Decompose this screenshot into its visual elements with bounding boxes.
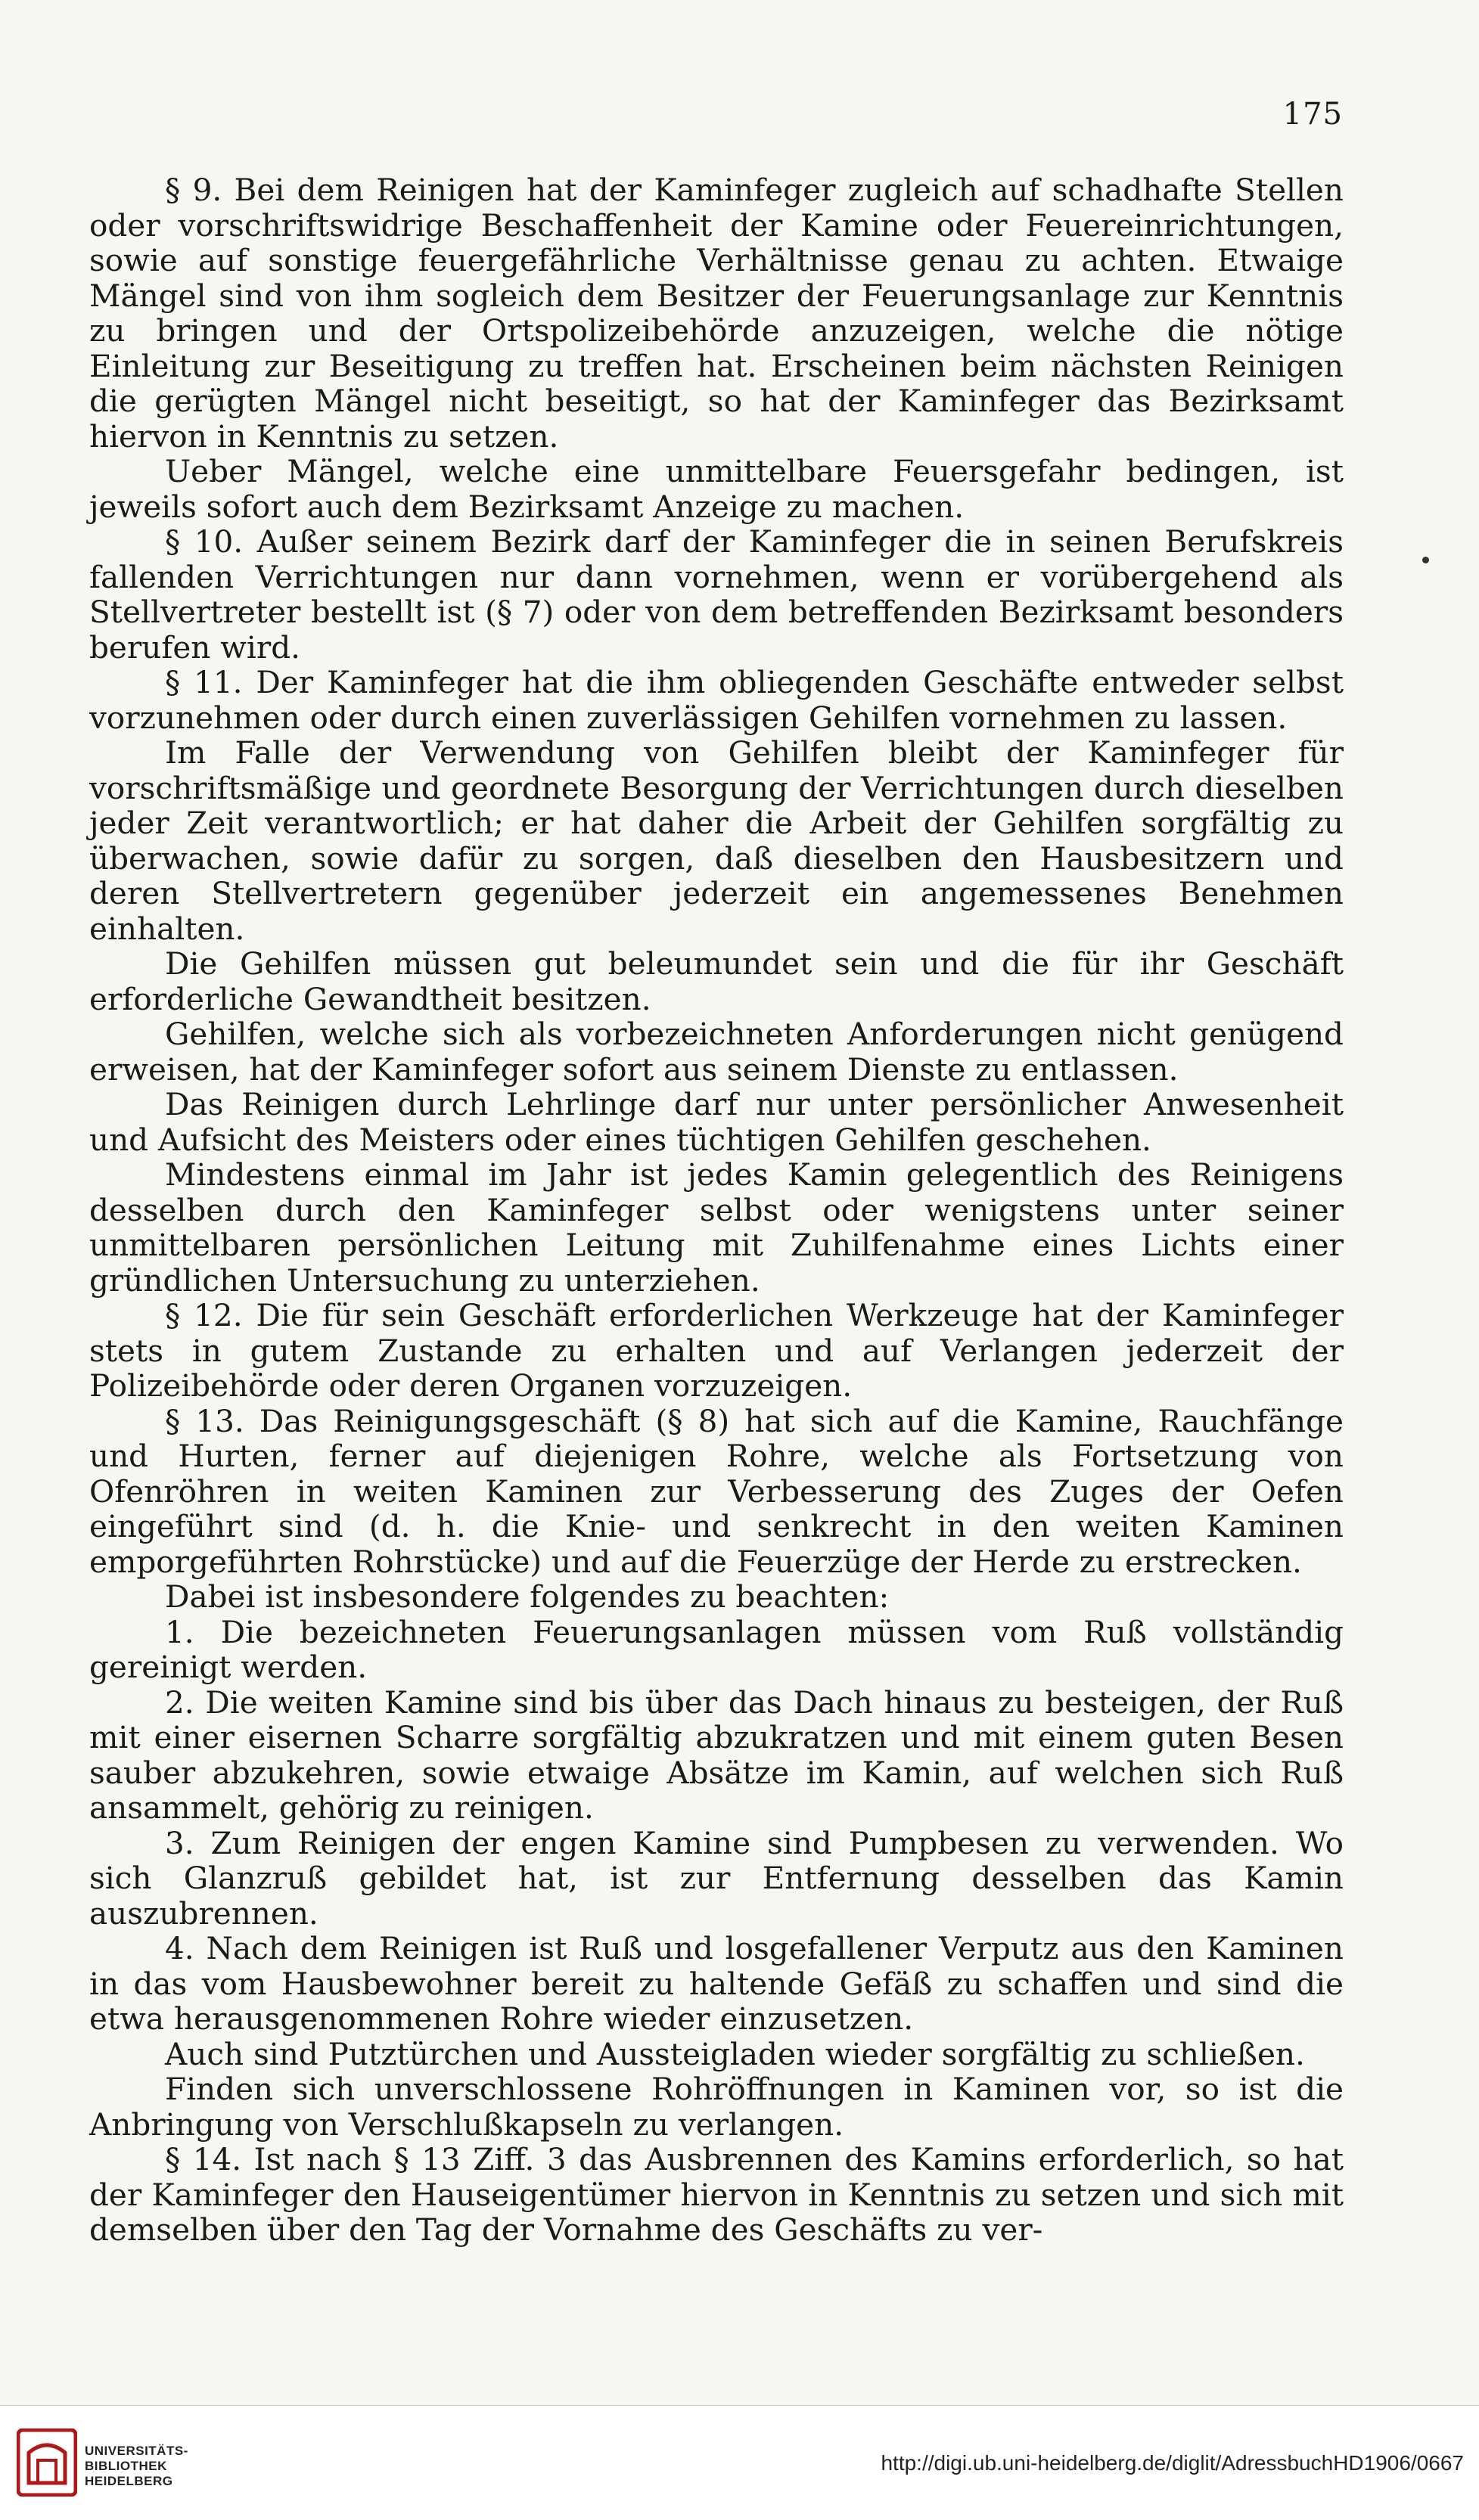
paragraph-13-b: Finden sich unverschlossene Rohröffnungen in Kaminen vor, so ist die Anbringung von Verschlußkapseln zu verlangen. xyxy=(89,2071,1344,2143)
paragraph-11-e: Mindestens einmal im Jahr ist jedes Kamin gelegentlich des Reinigens desselben durch den Kaminfeger selbst oder wenigstens unter seiner unmittelbaren persönlichen Leitung mit Zuhilfenahme eines Lichts einer gründlichen Untersuchung zu unterziehen. xyxy=(89,1156,1344,1299)
paragraph-9-note: Ueber Mängel, welche eine unmittelbare Feuersgefahr bedingen, ist jeweils sofort auch dem Bezirksamt Anzeige zu machen. xyxy=(89,453,1344,525)
paragraph-12: § 12. Die für sein Geschäft erforderlichen Werkzeuge hat der Kaminfeger stets in gutem Zustande zu erhalten und auf Verlangen jederzeit der Polizeibehörde oder deren Organen vorzuzeigen. xyxy=(89,1297,1344,1404)
paragraph-13-item-4: 4. Nach dem Reinigen ist Ruß und losgefallener Verputz aus den Kaminen in das vom Hausbewohner bereit zu haltende Gefäß zu schaffen und sind die etwa herausgenommenen Rohre wieder einzusetzen. xyxy=(89,1930,1344,2037)
paragraph-13-item-3: 3. Zum Reinigen der engen Kamine sind Pumpbesen zu verwenden. Wo sich Glanzruß gebildet hat, ist zur Entfernung desselben das Kamin auszubrennen. xyxy=(89,1824,1344,1932)
paragraph-14: § 14. Ist nach § 13 Ziff. 3 das Ausbrennen des Kamins erforderlich, so hat der Kaminfeger den Hauseigentümer hiervon in Kenntnis zu setzen und sich mit demselben über den Tag der Vornahme des Geschäfts zu ver- xyxy=(89,2141,1344,2248)
paragraph-11-b: Die Gehilfen müssen gut beleumundet sein und die für ihr Geschäft erforderliche Gewandtheit besitzen. xyxy=(89,945,1344,1017)
paragraph-11: § 11. Der Kaminfeger hat die ihm obliegenden Geschäfte entweder selbst vorzunehmen oder durch einen zuverlässigen Gehilfen vornehmen zu lassen. xyxy=(89,664,1344,736)
library-line-2: BIBLIOTHEK xyxy=(85,2459,167,2473)
paragraph-13-item-1: 1. Die bezeichneten Feuerungsanlagen müssen vom Ruß vollständig gereinigt werden. xyxy=(89,1613,1344,1685)
library-name xyxy=(85,2444,188,2489)
paragraph-11-a: Im Falle der Verwendung von Gehilfen bleibt der Kaminfeger für vorschriftsmäßige und geordnete Besorgung der Verrichtungen durch dieselben jeder Zeit verantwortlich; er hat daher die Arbeit der Gehilfen sorgfältig zu überwachen, sowie dafür zu sorgen, daß dieselben den Hausbesitzern und deren Stellvertretern gegenüber jederzeit ein angemessenes Benehmen einhalten. xyxy=(89,734,1344,947)
source-url-link[interactable]: http://digi.ub.uni-heidelberg.de/diglit/AdressbuchHD1906/0667 xyxy=(881,2451,1464,2475)
footer-bar xyxy=(0,2405,1479,2520)
paragraph-13: § 13. Das Reinigungsgeschäft (§ 8) hat sich auf die Kamine, Rauchfänge und Hurten, ferner auf diejenigen Rohre, welche als Fortsetzung von Ofenröhren in weiten Kaminen zur Verbesserung des Zuges der Oefen eingeführt sind (d. h. die Knie- und senkrecht in den weiten Kaminen emporgeführten Rohrstücke) und auf die Feuerzüge der Herde zu erstrecken. xyxy=(89,1402,1344,1580)
paragraph-11-d: Das Reinigen durch Lehrlinge darf nur unter persönlicher Anwesenheit und Aufsicht des Meisters oder eines tüchtigen Gehilfen geschehen. xyxy=(89,1086,1344,1158)
paragraph-9: § 9. Bei dem Reinigen hat der Kaminfeger zugleich auf schadhafte Stellen oder vorschriftswidrige Beschaffenheit der Kamine oder Feuereinrichtungen, sowie auf sonstige feuergefährliche Verhältnisse genau zu achten. Etwaige Mängel sind von ihm sogleich dem Besitzer der Feuerungsanlage zur Kenntnis zu bringen und der Ortspolizeibehörde anzuzeigen, welche die nötige Einleitung zur Beseitigung zu treffen hat. Erscheinen beim nächsten Reinigen die gerügten Mängel nicht beseitigt, so hat der Kaminfeger das Bezirksamt hiervon in Kenntnis zu setzen. xyxy=(89,172,1344,455)
library-line-3: HEIDELBERG xyxy=(85,2474,173,2488)
margin-speck xyxy=(1422,557,1429,563)
paragraph-13-item-2: 2. Die weiten Kamine sind bis über das Dach hinaus zu besteigen, der Ruß mit einer eisernen Scharre sorgfältig abzukratzen und mit einem guten Besen sauber abzukehren, sowie etwaige Absätze im Kamin, auf welchen sich Ruß ansammelt, gehörig zu reinigen. xyxy=(89,1684,1344,1826)
paragraph-10: § 10. Außer seinem Bezirk darf der Kaminfeger die in seinen Berufskreis fallenden Verrichtungen nur dann vornehmen, wenn er vorübergehend als Stellvertreter bestellt ist (§ 7) oder von dem betreffenden Bezirksamt besonders berufen wird. xyxy=(89,523,1344,666)
page-number: 175 xyxy=(1282,97,1343,132)
body-text xyxy=(89,172,1344,2248)
university-seal-icon xyxy=(17,2428,77,2497)
paragraph-11-c: Gehilfen, welche sich als vorbezeichneten Anforderungen nicht genügend erweisen, hat der Kaminfeger sofort aus seinem Dienste zu entlassen. xyxy=(89,1016,1344,1088)
paragraph-13-intro: Dabei ist insbesondere folgendes zu beachten: xyxy=(165,1578,890,1615)
paragraph-13-a: Auch sind Putztürchen und Aussteigladen wieder sorgfältig zu schließen. xyxy=(165,2035,1305,2072)
library-line-1: UNIVERSITÄTS- xyxy=(85,2444,188,2458)
